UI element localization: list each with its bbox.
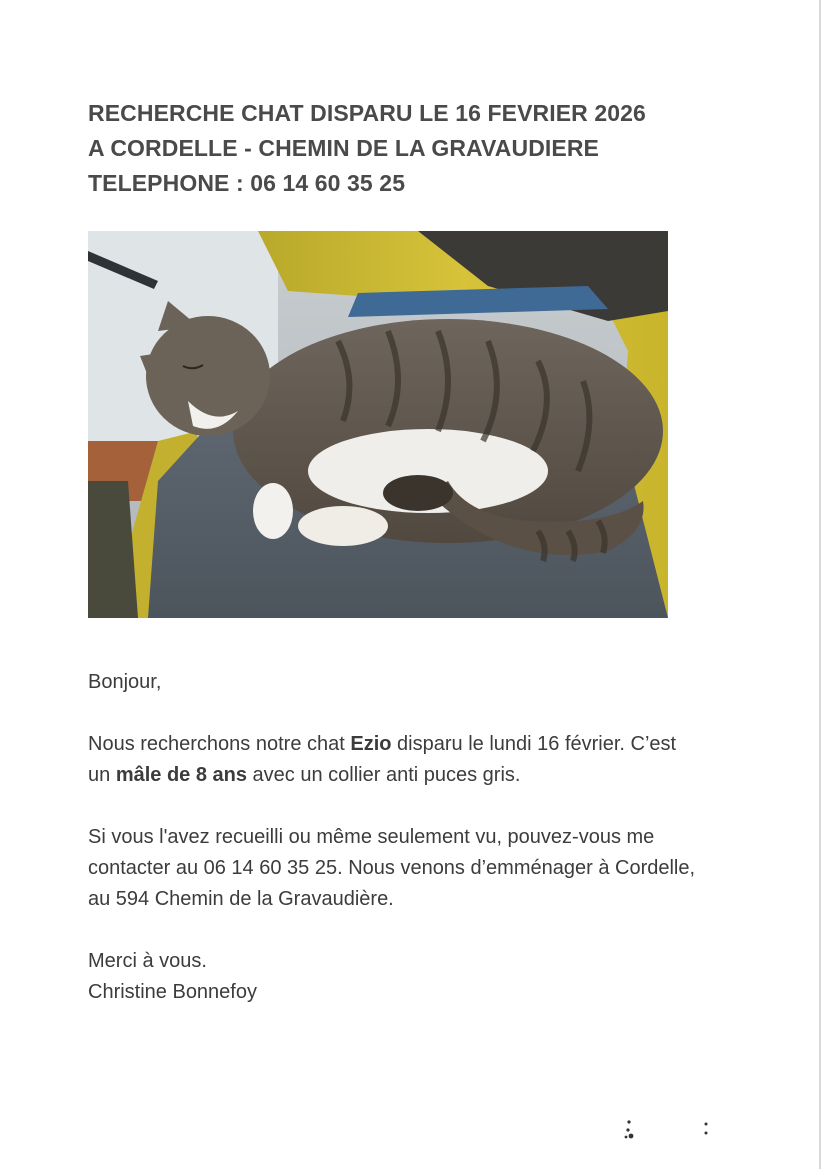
heading-location: A CORDELLE - CHEMIN DE LA GRAVAUDIERE: [88, 135, 599, 161]
page-edge-shadow: [819, 0, 821, 1169]
paragraph-contact: Si vous l'avez recueilli ou même seulement vu, pouvez-vous me contacter au 06 14 60 35 25. Nous venons d’emménager à Cordelle, au 594 Chemin de la Gravaudière.: [88, 826, 696, 910]
cat-name: Ezio: [350, 733, 392, 755]
poster-heading: [88, 96, 646, 201]
letter-body: [88, 667, 698, 1008]
scan-specks: [622, 1116, 717, 1146]
cat-photo: [88, 231, 668, 618]
heading-phone: TELEPHONE : 06 14 60 35 25: [88, 170, 406, 196]
paragraph-cat-description: Nous recherchons notre chat Ezio disparu le lundi 16 février. C’est un mâle de 8 ans avec un collier anti puces gris.: [88, 733, 677, 786]
heading-title: RECHERCHE CHAT DISPARU LE 16 FEVRIER 2026: [88, 100, 646, 126]
cat-details: mâle de 8 ans: [115, 764, 247, 786]
greeting: Bonjour,: [88, 671, 162, 693]
signature: Christine Bonnefoy: [88, 981, 257, 1003]
thanks-line: Merci à vous.: [88, 950, 207, 972]
